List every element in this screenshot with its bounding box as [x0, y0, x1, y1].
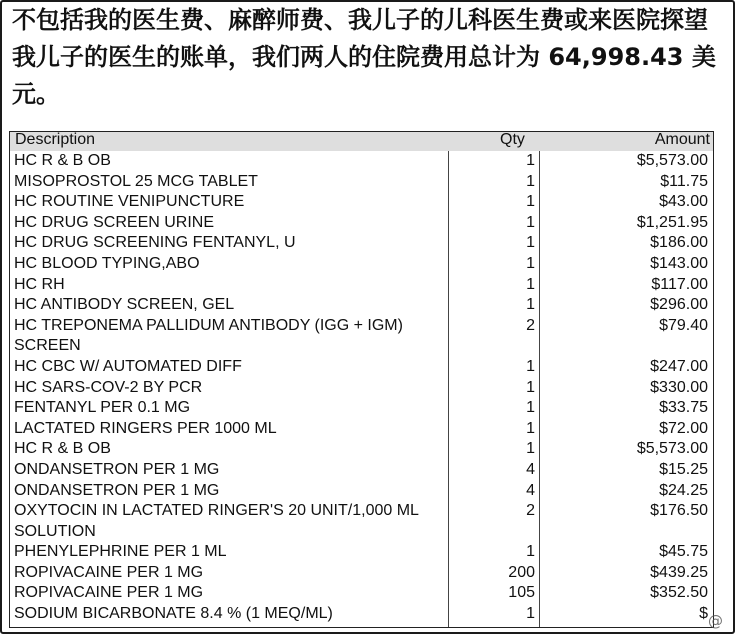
row-amount: $176.50 — [650, 502, 708, 520]
table-row — [10, 254, 713, 275]
table-row — [10, 460, 713, 481]
table-row — [10, 316, 713, 357]
row-qty: 2 — [526, 316, 535, 334]
row-description: OXYTOCIN IN LACTATED RINGER'S 20 UNIT/1,000 ML SOLUTION — [14, 502, 419, 540]
table-row — [10, 172, 713, 193]
row-qty: 2 — [526, 502, 535, 520]
row-description: MISOPROSTOL 25 MCG TABLET — [14, 172, 258, 190]
row-amount: $5,573.00 — [636, 440, 708, 458]
row-description: ROPIVACAINE PER 1 MG — [14, 584, 204, 602]
row-qty: 1 — [526, 275, 535, 293]
row-qty: 1 — [526, 605, 535, 623]
row-amount: $186.00 — [650, 234, 708, 252]
row-qty: 1 — [526, 213, 535, 231]
row-amount: $352.50 — [650, 584, 708, 602]
column-header-description: Description — [15, 131, 96, 148]
row-amount: $24.25 — [659, 481, 708, 499]
row-qty: 1 — [526, 419, 535, 437]
row-description: HC CBC W/ AUTOMATED DIFF — [14, 357, 242, 375]
column-header-qty: Qty — [500, 131, 525, 148]
table-header — [10, 132, 713, 151]
row-qty: 4 — [526, 481, 535, 499]
row-amount: $79.40 — [659, 316, 708, 334]
row-description: HC BLOOD TYPING,ABO — [14, 254, 200, 272]
table-body — [10, 151, 713, 625]
row-description: ROPIVACAINE PER 1 MG — [14, 563, 204, 581]
table-row — [10, 275, 713, 296]
row-amount: $330.00 — [650, 378, 708, 396]
row-qty: 105 — [508, 584, 535, 602]
table-row — [10, 213, 713, 234]
row-description: LACTATED RINGERS PER 1000 ML — [14, 419, 277, 437]
table-row — [10, 378, 713, 399]
table-row — [10, 604, 713, 625]
table-row — [10, 295, 713, 316]
column-header-amount: Amount — [654, 131, 710, 148]
row-description: PHENYLEPHRINE PER 1 ML — [14, 543, 227, 561]
row-description: SODIUM BICARBONATE 8.4 % (1 MEQ/ML) — [14, 605, 333, 623]
table-row — [10, 481, 713, 502]
row-qty: 1 — [526, 543, 535, 561]
row-description: HC ANTIBODY SCREEN, GEL — [14, 296, 235, 314]
row-description: HC DRUG SCREENING FENTANYL, U — [14, 234, 296, 252]
row-qty: 200 — [508, 563, 535, 581]
row-qty: 1 — [526, 357, 535, 375]
row-description: HC ROUTINE VENIPUNCTURE — [14, 193, 245, 211]
table-row — [10, 357, 713, 378]
row-qty: 1 — [526, 254, 535, 272]
row-amount: $5,573.00 — [636, 152, 708, 169]
row-description: HC TREPONEMA PALLIDUM ANTIBODY (IGG + IGM) SCREEN — [14, 316, 403, 355]
table-row — [10, 398, 713, 419]
row-amount: $296.00 — [650, 296, 708, 314]
table-row — [10, 419, 713, 440]
table-row — [10, 151, 713, 172]
row-qty: 1 — [526, 234, 535, 252]
row-qty: 1 — [526, 399, 535, 417]
table-row — [10, 563, 713, 584]
watermark: @ — [708, 612, 723, 630]
row-amount: $43.00 — [659, 193, 708, 211]
row-description: HC RH — [14, 275, 65, 293]
row-description: HC R & B OB — [14, 152, 111, 169]
row-amount: $439.25 — [650, 563, 708, 581]
table-row — [10, 233, 713, 254]
row-amount: $33.75 — [659, 399, 708, 417]
table-row — [10, 542, 713, 563]
row-description: ONDANSETRON PER 1 MG — [14, 481, 220, 499]
row-qty: 1 — [526, 440, 535, 458]
row-description: FENTANYL PER 0.1 MG — [14, 399, 191, 417]
row-amount: $ — [699, 605, 708, 623]
row-amount: $247.00 — [650, 357, 708, 375]
row-amount: $143.00 — [650, 254, 708, 272]
row-qty: 1 — [526, 172, 535, 190]
table-row — [10, 501, 713, 542]
row-amount: $11.75 — [660, 172, 708, 190]
table-row — [10, 583, 713, 604]
hospital-bill-table — [9, 131, 714, 628]
row-description: ONDANSETRON PER 1 MG — [14, 460, 220, 478]
row-amount: $117.00 — [651, 275, 708, 293]
row-description: HC DRUG SCREEN URINE — [14, 213, 215, 231]
row-qty: 1 — [526, 296, 535, 314]
row-description: HC R & B OB — [14, 440, 111, 458]
row-amount: $15.25 — [659, 460, 708, 478]
row-qty: 4 — [526, 460, 535, 478]
row-amount: $1,251.95 — [636, 213, 708, 231]
table-row — [10, 439, 713, 460]
row-amount: $45.75 — [659, 543, 708, 561]
row-amount: $72.00 — [659, 419, 708, 437]
row-qty: 1 — [526, 152, 535, 169]
row-description: HC SARS-COV-2 BY PCR — [14, 378, 203, 396]
caption-heading: 不包括我的医生费、麻醉师费、我儿子的儿科医生费或来医院探望我儿子的医生的账单，我们两人的住院费用总计为 64,998.43 美元。 — [12, 6, 716, 108]
row-qty: 1 — [526, 193, 535, 211]
row-qty: 1 — [526, 378, 535, 396]
table-row — [10, 192, 713, 213]
